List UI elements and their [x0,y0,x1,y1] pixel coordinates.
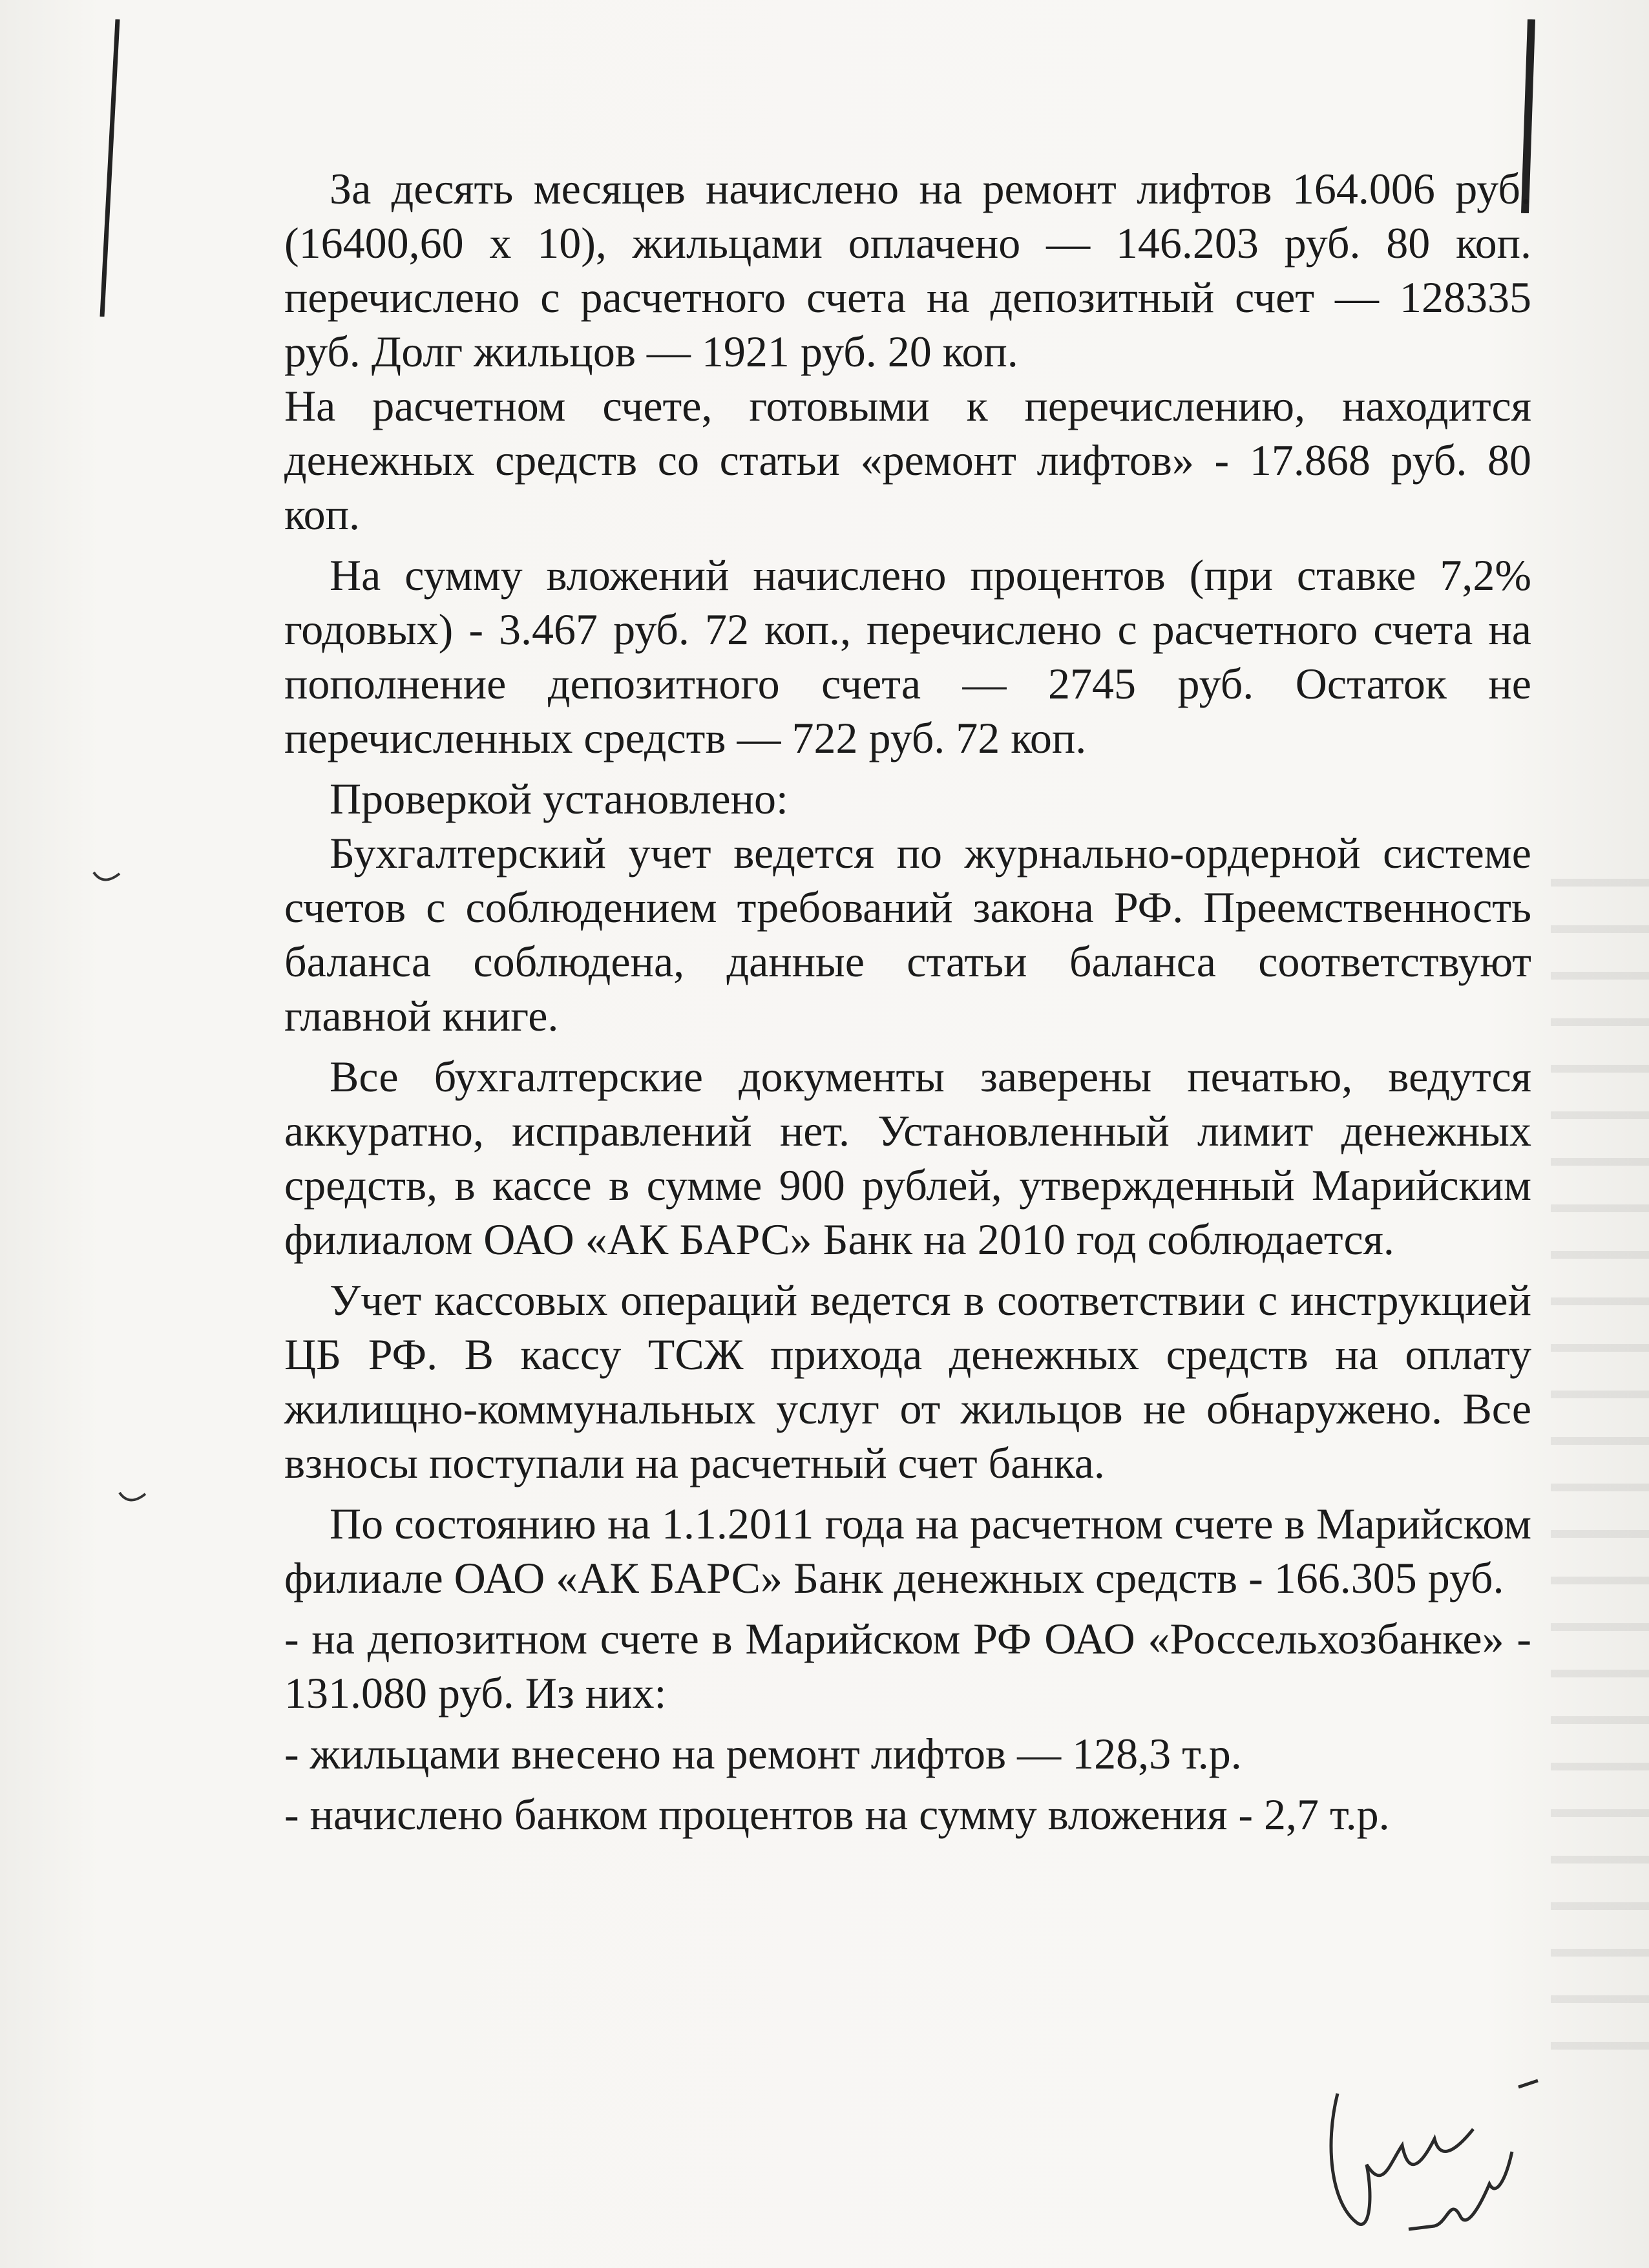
bleed-through-text [1551,840,1649,2068]
punch-hole-mark [90,866,123,885]
paragraph-documents: Все бухгалтерские документы заверены печатью, ведутся аккуратно, исправлений нет. Установленный лимит денежных средств, в кассе в сумме 900 рублей, утвержденный Марийским филиалом ОАО «АК БАРС» Банк на 2010 год соблюдается. [284,1052,1531,1264]
punch-hole-mark [116,1486,149,1506]
paragraph-cash-operations: Учет кассовых операций ведется в соответствии с инструкцией ЦБ РФ. В кассу ТСЖ прихода денежных средств на оплату жилищно-коммунальных услуг от жильцов не обнаружено. Все взносы поступали на расчетный счет банка. [284,1276,1531,1487]
paragraph-interest: На сумму вложений начислено процентов (при ставке 7,2% годовых) - 3.467 руб. 72 коп., перечислено с расчетного счета на пополнение депозитного счета — 2745 руб. Остаток не перечисленных средств — 722 руб. 72 коп. [284,551,1531,762]
handwritten-signature [1312,2068,1557,2262]
scan-edge-mark [97,19,123,317]
paragraph-lift-repair: За десять месяцев начислено на ремонт лифтов 164.006 руб. (16400,60 х 10), жильцами оплачено — 146.203 руб. 80 коп. перечислено с расчетного счета на депозитный счет — 128335 руб. Долг жильцов — 1921 руб. 20 коп. [284,164,1531,376]
list-item-deposit: - на депозитном счете в Марийском РФ ОАО «Россельхозбанке» - 131.080 руб. Из них: [284,1614,1531,1717]
paragraph-audit-heading: Проверкой установлено: [330,774,788,823]
list-item-bank-interest: - начислено банком процентов на сумму вложения - 2,7 т.р. [284,1790,1390,1839]
paragraph-settlement-account: На расчетном счете, готовыми к перечислению, находится денежных средств со статьи «ремонт лифтов» - 17.868 руб. 80 коп. [284,381,1531,539]
paragraph-accounting: Бухгалтерский учет ведется по журнально-ордерной системе счетов с соблюдением требований закона РФ. Преемственность баланса соблюдена, данные статьи баланса соответствуют главной книге. [284,828,1531,1040]
paragraph-balance-date: По состоянию на 1.1.2011 года на расчетном счете в Марийском филиале ОАО «АК БАРС» Банк денежных средств - 166.305 руб. [284,1499,1531,1602]
document-body [284,162,1531,1842]
list-item-residents: - жильцами внесено на ремонт лифтов — 128,3 т.р. [284,1729,1242,1778]
